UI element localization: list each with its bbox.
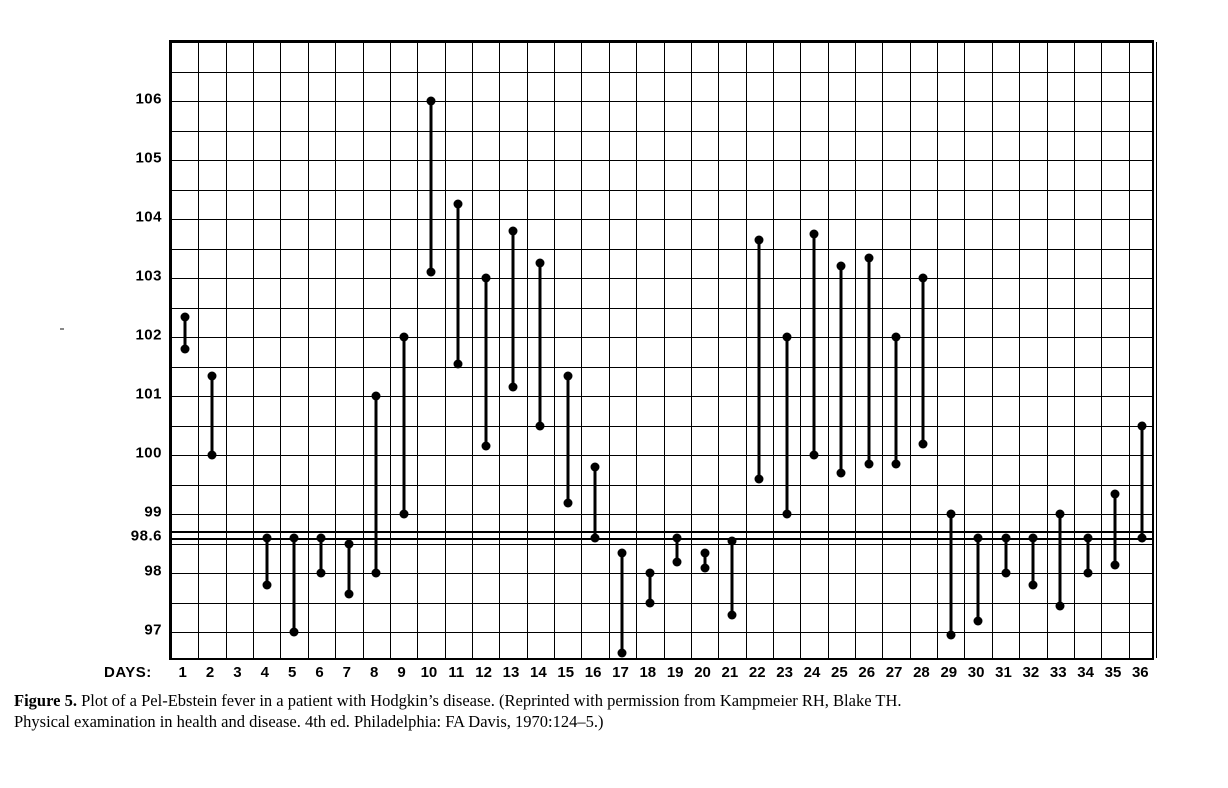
grid-line-horizontal <box>171 367 1152 368</box>
temperature-range-bar <box>812 234 815 455</box>
grid-line-vertical <box>609 42 610 658</box>
x-axis-tick-label: 36 <box>1131 664 1149 681</box>
grid-line-horizontal <box>171 219 1152 220</box>
x-axis-tick-label: 14 <box>530 664 547 681</box>
temperature-point-low <box>1138 534 1147 543</box>
temperature-range-bar <box>211 376 214 456</box>
temperature-point-high <box>563 371 572 380</box>
x-axis-tick-label: 2 <box>205 664 215 681</box>
temperature-point-high <box>618 548 627 557</box>
grid-line-vertical <box>1019 42 1020 658</box>
temperature-range-bar <box>840 266 843 473</box>
temperature-point-high <box>208 371 217 380</box>
temperature-range-bar <box>977 538 980 621</box>
temperature-range-bar <box>895 337 898 464</box>
temperature-point-high <box>1028 534 1037 543</box>
temperature-point-high <box>837 262 846 271</box>
y-axis-tick-label: 98 <box>144 562 162 580</box>
temperature-point-high <box>536 259 545 268</box>
grid-line-vertical <box>746 42 747 658</box>
temperature-range-bar <box>429 101 432 272</box>
temperature-point-high <box>919 274 928 283</box>
grid-line-vertical <box>226 42 227 658</box>
temperature-range-bar <box>1113 494 1116 565</box>
temperature-range-bar <box>758 240 761 479</box>
grid-line-horizontal <box>171 455 1152 456</box>
x-axis-tick-label: 29 <box>940 664 958 681</box>
chart-area <box>14 12 1214 681</box>
grid-line-vertical <box>882 42 883 658</box>
grid-line-vertical <box>1074 42 1075 658</box>
grid-line-horizontal <box>171 603 1152 604</box>
grid-line-vertical <box>664 42 665 658</box>
temperature-point-high <box>946 510 955 519</box>
x-axis-tick-labels <box>169 664 1154 686</box>
x-axis-tick-label: 3 <box>233 664 242 681</box>
y-axis-tick-label: 99 <box>144 503 162 521</box>
x-axis-tick-label: 12 <box>475 664 492 681</box>
temperature-point-low <box>536 421 545 430</box>
grid-line-vertical <box>554 42 555 658</box>
grid-line-vertical <box>445 42 446 658</box>
temperature-point-low <box>317 569 326 578</box>
temperature-point-low <box>1083 569 1092 578</box>
grid-line-vertical <box>1156 42 1157 658</box>
x-axis-tick-label: 6 <box>315 664 324 681</box>
x-axis-title: DAYS: <box>104 664 152 681</box>
x-axis-tick-label: 11 <box>448 664 465 681</box>
grid-line-vertical <box>855 42 856 658</box>
x-axis-tick-label: 32 <box>1022 664 1040 681</box>
temperature-point-low <box>563 498 572 507</box>
temperature-point-high <box>481 274 490 283</box>
temperature-point-high <box>317 534 326 543</box>
grid-line-horizontal <box>171 131 1152 132</box>
grid-line-horizontal <box>171 160 1152 161</box>
grid-line-vertical <box>937 42 938 658</box>
grid-line-vertical <box>910 42 911 658</box>
temperature-point-low <box>673 557 682 566</box>
temperature-point-high <box>426 97 435 106</box>
temperature-point-low <box>426 268 435 277</box>
x-axis-tick-label: 24 <box>803 664 821 681</box>
grid-line-horizontal <box>171 42 1152 43</box>
grid-line-vertical <box>636 42 637 658</box>
grid-line-horizontal <box>171 337 1152 338</box>
plot-grid <box>169 40 1154 660</box>
x-axis-tick-label: 33 <box>1049 664 1067 681</box>
temperature-point-low <box>454 359 463 368</box>
temperature-range-bar <box>484 278 487 446</box>
grid-line-horizontal <box>171 190 1152 191</box>
temperature-point-low <box>591 534 600 543</box>
grid-line-horizontal <box>171 249 1152 250</box>
temperature-range-bar <box>922 278 925 443</box>
temperature-range-bar <box>594 467 597 538</box>
grid-line-vertical <box>992 42 993 658</box>
temperature-point-high <box>1083 534 1092 543</box>
grid-line-horizontal <box>171 278 1152 279</box>
temperature-point-high <box>591 463 600 472</box>
temperature-point-high <box>782 333 791 342</box>
grid-line-vertical <box>1129 42 1130 658</box>
temperature-point-low <box>481 442 490 451</box>
x-axis-tick-label: 1 <box>178 664 187 681</box>
temperature-point-low <box>727 610 736 619</box>
temperature-range-bar <box>1141 426 1144 538</box>
grid-line-vertical <box>171 42 172 658</box>
temperature-point-low <box>290 628 299 637</box>
y-axis-tick-label: 104 <box>135 208 162 226</box>
grid-line-horizontal <box>171 426 1152 427</box>
grid-line-horizontal <box>171 632 1152 633</box>
temperature-range-bar <box>621 553 624 653</box>
grid-line-vertical <box>691 42 692 658</box>
temperature-point-low <box>837 469 846 478</box>
grid-line-vertical <box>363 42 364 658</box>
x-axis-tick-label: 5 <box>287 664 297 681</box>
x-axis-tick-label: 7 <box>342 664 352 681</box>
figure-caption-text-line2: Physical examination in health and disease. 4th ed. Philadelphia: FA Davis, 1970:124–5.) <box>14 712 604 732</box>
temperature-point-high <box>1138 421 1147 430</box>
temperature-point-high <box>1056 510 1065 519</box>
temperature-point-high <box>290 534 299 543</box>
temperature-point-high <box>344 539 353 548</box>
x-axis-tick-label: 23 <box>776 664 793 681</box>
x-axis-tick-label: 4 <box>260 664 269 681</box>
temperature-range-bar <box>457 204 460 363</box>
y-axis-tick-label: 105 <box>135 149 162 167</box>
x-axis-tick-label: 13 <box>502 664 520 681</box>
x-axis-tick-label: 9 <box>397 664 406 681</box>
temperature-point-low <box>509 383 518 392</box>
x-axis-tick-label: 15 <box>557 664 575 681</box>
x-axis-tick-label: 21 <box>721 664 739 681</box>
grid-line-vertical <box>581 42 582 658</box>
grid-line-vertical <box>390 42 391 658</box>
temperature-point-low <box>1028 581 1037 590</box>
x-axis-tick-label: 34 <box>1077 664 1094 681</box>
grid-line-vertical <box>253 42 254 658</box>
grid-line-vertical <box>1047 42 1048 658</box>
grid-line-vertical <box>280 42 281 658</box>
temperature-point-low <box>809 451 818 460</box>
temperature-point-low <box>180 345 189 354</box>
temperature-point-low <box>946 631 955 640</box>
temperature-point-high <box>645 569 654 578</box>
temperature-point-low <box>782 510 791 519</box>
x-axis-tick-label: 18 <box>639 664 657 681</box>
grid-line-vertical <box>718 42 719 658</box>
temperature-point-low <box>1001 569 1010 578</box>
temperature-point-low <box>262 581 271 590</box>
grid-line-vertical <box>335 42 336 658</box>
temperature-point-low <box>864 460 873 469</box>
grid-line-horizontal <box>171 485 1152 486</box>
temperature-point-low <box>974 616 983 625</box>
temperature-range-bar <box>265 538 268 585</box>
grid-line-horizontal <box>171 101 1152 102</box>
temperature-point-low <box>892 460 901 469</box>
temperature-point-high <box>809 229 818 238</box>
temperature-range-bar <box>539 263 542 425</box>
grid-line-horizontal <box>171 514 1152 515</box>
temperature-point-high <box>700 548 709 557</box>
temperature-point-low <box>700 563 709 572</box>
temperature-range-bar <box>1031 538 1034 585</box>
temperature-point-high <box>454 200 463 209</box>
temperature-range-bar <box>730 541 733 615</box>
x-axis-tick-label: 19 <box>666 664 684 681</box>
temperature-point-low <box>618 649 627 658</box>
x-axis-tick-label: 26 <box>858 664 876 681</box>
temperature-point-high <box>180 312 189 321</box>
grid-line-horizontal <box>171 308 1152 309</box>
y-axis-tick-labels <box>84 40 162 660</box>
temperature-point-high <box>892 333 901 342</box>
temperature-point-low <box>1110 560 1119 569</box>
x-axis-tick-label: 27 <box>885 664 903 681</box>
x-axis-tick-label: 30 <box>967 664 985 681</box>
figure-caption-text: Plot of a Pel-Ebstein fever in a patient with Hodgkin’s disease. (Reprinted with permission from Kampmeier RH, Blake TH. <box>81 691 902 710</box>
temperature-point-low <box>372 569 381 578</box>
temperature-range-bar <box>375 396 378 573</box>
temperature-range-bar <box>566 376 569 503</box>
y-axis-tick-label: 100 <box>135 444 162 462</box>
temperature-point-high <box>727 536 736 545</box>
grid-line-vertical <box>527 42 528 658</box>
x-axis-tick-label: 22 <box>748 664 766 681</box>
temperature-range-bar <box>293 538 296 632</box>
temperature-range-bar <box>1059 514 1062 606</box>
figure-number: Figure 5. <box>14 691 77 710</box>
x-axis-tick-label: 28 <box>913 664 930 681</box>
x-axis-tick-label: 16 <box>584 664 602 681</box>
temperature-point-low <box>1056 601 1065 610</box>
grid-line-vertical <box>1101 42 1102 658</box>
temperature-point-high <box>262 534 271 543</box>
grid-line-vertical <box>198 42 199 658</box>
temperature-range-bar <box>347 544 350 594</box>
grid-line-vertical <box>417 42 418 658</box>
grid-line-vertical <box>308 42 309 658</box>
grid-line-horizontal <box>171 72 1152 73</box>
y-axis-tick-label: 97 <box>144 621 162 639</box>
temperature-point-high <box>372 392 381 401</box>
x-axis-tick-label: 25 <box>831 664 848 681</box>
temperature-point-high <box>864 253 873 262</box>
grid-line-horizontal <box>171 396 1152 397</box>
temperature-point-low <box>208 451 217 460</box>
temperature-range-bar <box>402 337 405 514</box>
temperature-point-high <box>673 534 682 543</box>
y-axis-tick-label: 101 <box>135 385 162 403</box>
x-axis-tick-label: 8 <box>370 664 379 681</box>
y-axis-tick-label: 106 <box>135 90 162 108</box>
temperature-range-bar <box>785 337 788 514</box>
x-axis-tick-label: 10 <box>420 664 438 681</box>
temperature-point-low <box>919 439 928 448</box>
grid-line-vertical <box>828 42 829 658</box>
figure-caption <box>14 690 1214 732</box>
x-axis-tick-label: 35 <box>1104 664 1122 681</box>
grid-line-vertical <box>800 42 801 658</box>
temperature-point-high <box>509 226 518 235</box>
grid-line-vertical <box>472 42 473 658</box>
x-axis-tick-label: 17 <box>612 664 629 681</box>
grid-line-vertical <box>964 42 965 658</box>
temperature-range-bar <box>867 258 870 465</box>
temperature-point-low <box>755 474 764 483</box>
temperature-point-high <box>755 235 764 244</box>
temperature-point-low <box>344 590 353 599</box>
x-axis-tick-label: 31 <box>995 664 1012 681</box>
temperature-point-low <box>399 510 408 519</box>
y-axis-tick-label: 103 <box>135 267 162 285</box>
grid-line-vertical <box>773 42 774 658</box>
temperature-point-high <box>399 333 408 342</box>
temperature-range-bar <box>512 231 515 387</box>
temperature-point-high <box>1001 534 1010 543</box>
temperature-point-high <box>1110 489 1119 498</box>
temperature-point-high <box>974 534 983 543</box>
temperature-point-low <box>645 598 654 607</box>
x-axis-tick-label: 20 <box>694 664 711 681</box>
y-axis-tick-label: 102 <box>135 326 162 344</box>
temperature-range-bar <box>949 514 952 635</box>
y-axis-tick-label: 98.6 <box>130 527 162 545</box>
grid-line-vertical <box>499 42 500 658</box>
